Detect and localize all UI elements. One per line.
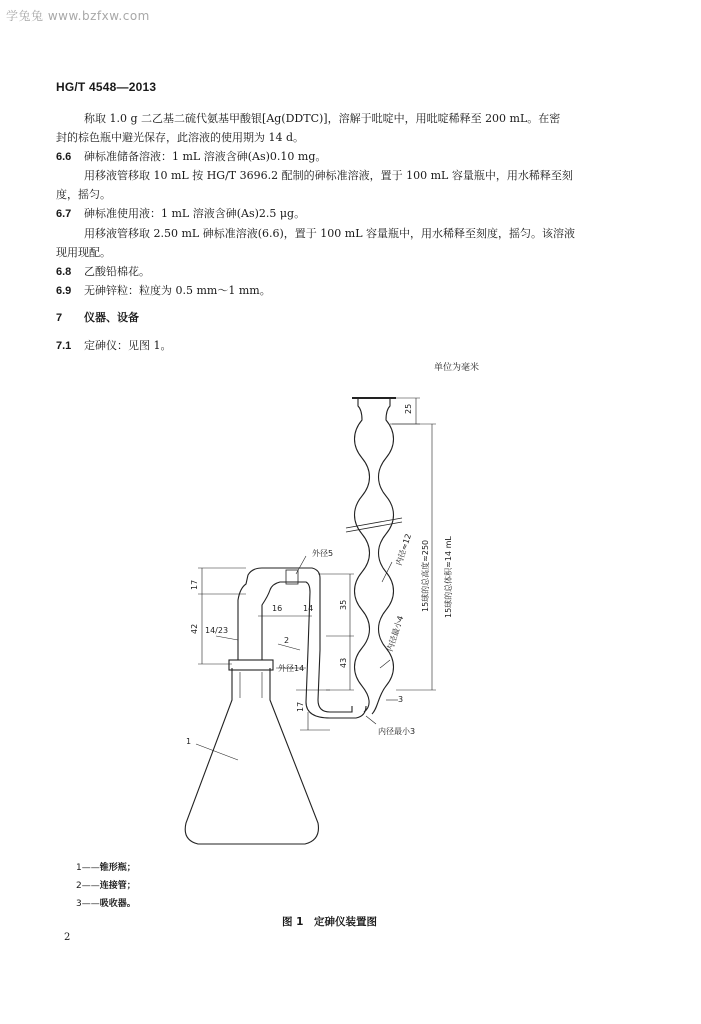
callout-2: 2: [284, 636, 290, 645]
clause-number: 6.6: [56, 151, 72, 163]
clause-number: 7.1: [56, 340, 72, 352]
legend-dash: ——: [81, 881, 100, 891]
legend-dash: ——: [81, 899, 100, 909]
legend-text: 吸收器。: [99, 898, 136, 908]
legend-number: 3: [76, 899, 82, 909]
figure-caption: 图 1 定砷仪装置图: [282, 916, 377, 928]
dim-17-top: 17: [190, 579, 199, 590]
dim-43: 43: [339, 657, 348, 668]
legend-number: 1: [76, 863, 82, 873]
legend-item: [76, 896, 136, 909]
section-number: 7: [56, 312, 63, 324]
legend-item: [76, 860, 136, 873]
dim-14: 14: [303, 604, 314, 613]
legend-item: [76, 878, 136, 891]
dim-14-23: 14/23: [205, 626, 229, 635]
clause-text: 砷标准使用液：1 mL 溶液含砷(As)2.5 μg。: [84, 207, 306, 220]
legend-text: 连接管；: [99, 880, 136, 890]
conical-flask: [185, 668, 318, 844]
absorber-column: [355, 398, 370, 712]
unit-note: 单位为毫米: [434, 363, 480, 373]
legend-dash: ——: [81, 863, 100, 873]
label-total-volume: 15球的总体积≈14 mL: [444, 536, 453, 618]
dim-35: 35: [339, 599, 348, 610]
ground-joint: [229, 660, 273, 670]
dim-42: 42: [190, 623, 199, 634]
paragraph-working-line2: 现用现配。: [56, 246, 111, 259]
label-inner-min-3: 内径最小3: [378, 727, 416, 736]
page-number: 2: [64, 932, 71, 943]
paragraph-working-line1: 用移液管移取 2.50 mL 砷标准溶液(6.6)，置于 100 mL 容量瓶中，用水稀释至刻度，摇匀。该溶液: [84, 227, 576, 240]
legend-text: 锥形瓶；: [99, 862, 136, 872]
dim-17-bottom: 17: [296, 701, 305, 712]
paragraph-stock-line2: 度，摇匀。: [56, 188, 111, 201]
connecting-tube: [238, 568, 352, 712]
label-outer-diameter-14: 外径14: [278, 664, 305, 673]
clause-text: 砷标准储备溶液：1 mL 溶液含砷(As)0.10 mg。: [84, 150, 327, 163]
dim-16: 16: [272, 604, 283, 613]
callout-3: 3: [398, 695, 404, 704]
clause-text: 无砷锌粒：粒度为 0.5 mm～1 mm。: [84, 284, 271, 297]
section-title: 仪器、设备: [84, 312, 139, 324]
dim-25: 25: [404, 403, 413, 414]
standard-code: HG/T 4548—2013: [56, 80, 157, 94]
clause-text: 乙酸铅棉花。: [84, 265, 150, 278]
paragraph-reagent-line1: 称取 1.0 g 二乙基二硫代氨基甲酸银[Ag(DDTC)]，溶解于吡啶中，用吡啶稀释至 200 mL。在密: [84, 112, 561, 125]
label-inner-min-4: 内径最小4: [385, 614, 406, 653]
callout-1: 1: [186, 737, 192, 746]
clause-text: 定砷仪：见图 1。: [84, 339, 172, 352]
clause-number: 6.9: [56, 285, 72, 297]
legend-number: 2: [76, 881, 82, 891]
clause-number: 6.7: [56, 208, 72, 220]
label-total-height: 15球的总高度≈250: [421, 539, 430, 612]
watermark: 学兔兔 www.bzfxw.com: [6, 9, 150, 23]
label-outer-diameter-5: 外径5: [312, 549, 334, 558]
clause-number: 6.8: [56, 266, 72, 278]
paragraph-reagent-line2: 封的棕色瓶中避光保存，此溶液的使用期为 14 d。: [56, 131, 305, 144]
paragraph-stock-line1: 用移液管移取 10 mL 按 HG/T 3696.2 配制的砷标准溶液，置于 100 mL 容量瓶中，用水稀释至刻: [84, 169, 573, 182]
label-inner-12: 内径≈12: [394, 532, 414, 567]
